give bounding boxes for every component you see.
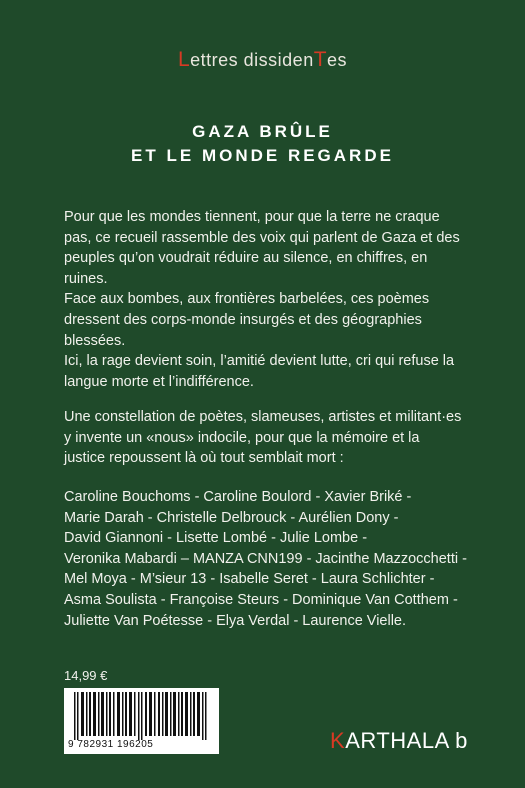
blurb-line: peuples qu’on voudrait réduire au silence, en chiffres, en [64,250,428,267]
title-line-2: ET LE MONDE REGARDE [131,146,394,165]
authors-line: Marie Darah - Christelle Delbrouck - Aurélien Dony - [64,509,399,526]
isbn-barcode [64,688,219,754]
book-title [0,120,525,168]
blurb-line: langue morte et l’indifférence. [64,373,254,390]
series-logo-letter-t: T [313,48,328,71]
authors-line: Veronika Mabardi – MANZA CNN199 - Jacinthe Mazzocchetti - [64,550,467,567]
blurb-line: Face aux bombes, aux frontières barbelées, ces poèmes [64,291,430,308]
isbn-digits: 9 782931 196205 [68,739,154,750]
barcode-bars-icon [70,692,213,740]
publisher-logo-letter-k: K [330,728,346,753]
authors-line: Caroline Bouchoms - Caroline Boulord - Xavier Briké - [64,489,412,505]
blurb-paragraph-1 [64,207,469,392]
blurb-line: Ici, la rage devient soin, l’amitié devient lutte, cri qui refuse la [64,353,455,370]
blurb-line: pas, ce recueil rassemble des voix qui parlent de Gaza et des [64,229,460,246]
blurb-line: y invente un «nous» indocile, pour que la mémoire et la [64,429,420,446]
blurb-line: ruines. [64,270,108,287]
blurb-line: justice repoussent là où tout semblait mort : [64,450,344,467]
authors-line: Juliette Van Poétesse - Elya Verdal - Laurence Vielle. [64,612,407,629]
series-logo-letter-l: L [177,48,191,71]
blurb-line: Pour que les mondes tiennent, pour que la terre ne craque [64,209,440,225]
authors-list [64,487,469,631]
series-logo-text-b: es [327,50,348,70]
series-logo [0,48,525,72]
blurb-line: Une constellation de poètes, slameuses, artistes et militant·es [64,409,462,425]
price-label: 14,99 € [64,668,108,683]
blurb-paragraph-2 [64,407,469,469]
authors-line: David Giannoni - Lisette Lombé - Julie Lombe - [64,530,368,547]
publisher-logo [330,728,468,754]
authors-line: Asma Soulista - Françoise Steurs - Dominique Van Cotthem - [64,591,458,608]
title-line-1: GAZA BRÛLE [192,122,333,141]
authors-line: Mel Moya - M’sieur 13 - Isabelle Seret - Laura Schlichter - [64,571,435,588]
series-logo-text-a: ettres dissiden [190,50,314,70]
publisher-logo-text: ARTHALA b [345,728,468,753]
blurb-line: blessées. [64,332,126,349]
blurb-line: dressent des corps-monde insurgés et des géographies [64,311,422,328]
